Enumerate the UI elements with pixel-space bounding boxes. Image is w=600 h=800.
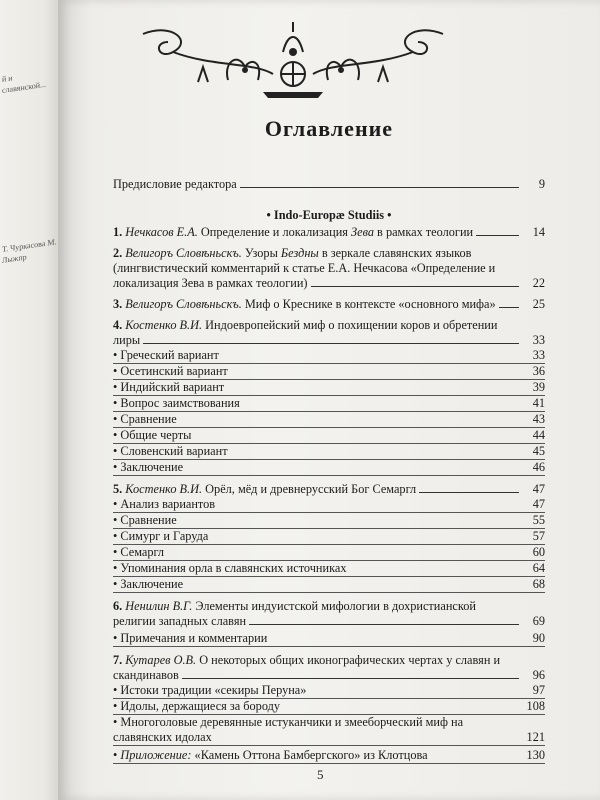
entry-title-italic: Бездны: [280, 246, 319, 260]
entry-page-number: 97: [532, 683, 545, 697]
entry-title: Греческий вариант: [120, 348, 219, 362]
entry-title: Упоминания орла в славянских источниках: [120, 561, 347, 575]
entry-author: Приложение:: [120, 748, 192, 762]
entry-page-number: 68: [532, 577, 545, 591]
decorative-headpiece-icon: [133, 12, 453, 102]
entry-number: 6.: [113, 599, 126, 613]
entry-title: Примечания и комментарии: [120, 631, 268, 645]
entry-title: Идолы, держащиеся за бороду: [120, 699, 281, 713]
entry-author: Костенко В.И.: [125, 482, 203, 496]
entry-page-number: 43: [532, 412, 545, 426]
entry-page-number: 57: [532, 529, 545, 543]
entry-title: О некоторых общих иконографических чертах у славян и скандинавов: [113, 653, 501, 682]
entry-title: Индийский вариант: [120, 380, 225, 394]
entry-page-number: 39: [532, 380, 545, 394]
entry-page-number: 41: [532, 396, 545, 410]
book-page: [58, 0, 600, 800]
entry-title: Миф о Креснике в контексте «основного мифа»: [241, 297, 496, 311]
entry-author: Нечкасов Е.А.: [125, 225, 198, 239]
entry-number: 1.: [113, 225, 126, 239]
entry-title: Сравнение: [120, 412, 177, 426]
entry-author: Кутарев О.В.: [125, 653, 197, 667]
dot-leader: [499, 307, 519, 308]
table-of-contents: [113, 177, 545, 764]
entry-author: Велигоръ Словѣньскъ.: [125, 246, 242, 260]
toc-entry[interactable]: [113, 225, 545, 240]
toc-entry[interactable]: [113, 364, 545, 380]
entry-title: Определение и локализация: [197, 225, 352, 239]
toc-entry[interactable]: [113, 715, 545, 746]
entry-title: Узоры: [241, 246, 281, 260]
dot-leader: [311, 286, 520, 287]
entry-page-number: 69: [532, 614, 545, 628]
entry-page-number: 108: [526, 699, 545, 713]
toc-entry[interactable]: [113, 460, 545, 476]
toc-entry[interactable]: [113, 599, 545, 629]
toc-title: Оглавление: [264, 116, 394, 141]
dot-leader: [143, 343, 519, 344]
entry-author: Ненилин В.Г.: [125, 599, 193, 613]
entry-number: 3.: [113, 297, 126, 311]
bullet-icon: •: [113, 513, 121, 527]
toc-entry[interactable]: [113, 631, 545, 647]
bullet-icon: •: [113, 428, 121, 442]
bullet-icon: •: [113, 396, 121, 410]
entry-page-number: 25: [532, 297, 545, 311]
entry-title: Многоголовые деревянные истуканчики и змееборческий миф на славянских идолах: [113, 715, 464, 744]
entry-page-number: 14: [532, 225, 545, 239]
entry-title: Анализ вариантов: [120, 497, 216, 511]
entry-page-number: 121: [526, 730, 545, 744]
entry-title: Орёл, мёд и древнерусский Бог Семаргл: [202, 482, 417, 496]
entry-title: Семаргл: [120, 545, 165, 559]
entry-number: 5.: [113, 482, 126, 496]
entry-author: Велигоръ Словѣньскъ.: [125, 297, 242, 311]
entry-page-number: 96: [532, 668, 545, 682]
toc-entry[interactable]: [113, 297, 545, 312]
entry-title: Вопрос заимствования: [120, 396, 240, 410]
entry-title: Заключение: [120, 460, 184, 474]
entry-page-number: 22: [532, 276, 545, 290]
bullet-icon: •: [113, 699, 121, 713]
toc-entry[interactable]: [113, 177, 545, 192]
entry-title: Элементы индуистской мифологии в дохристианской религии западных славян: [113, 599, 476, 628]
toc-entry[interactable]: [113, 497, 545, 513]
left-page-text-2: Т. Чуркасова М. Лыжпр: [2, 237, 57, 265]
toc-entry[interactable]: [113, 428, 545, 444]
entry-title: Словенский вариант: [120, 444, 228, 458]
entry-page-number: 64: [532, 561, 545, 575]
entry-page-number: 46: [532, 460, 545, 474]
entry-page-number: 90: [532, 631, 545, 645]
bullet-icon: •: [113, 348, 121, 362]
toc-entry[interactable]: [113, 545, 545, 561]
bullet-icon: •: [113, 529, 121, 543]
entry-title: Предисловие редактора: [113, 177, 237, 191]
dot-leader: [240, 187, 519, 188]
entry-number: 7.: [113, 653, 126, 667]
entry-page-number: 47: [532, 497, 545, 511]
entry-title: Заключение: [120, 577, 184, 591]
bullet-icon: •: [113, 748, 121, 762]
toc-entry[interactable]: [113, 561, 545, 577]
dot-leader: [419, 492, 519, 493]
toc-entry[interactable]: [113, 246, 545, 291]
toc-entry[interactable]: [113, 348, 545, 364]
entry-title: в рамках теологии: [373, 225, 474, 239]
entry-author: Костенко В.И.: [125, 318, 203, 332]
entry-page-number: 130: [526, 748, 545, 762]
entry-title: Симург и Гаруда: [120, 529, 209, 543]
bullet-icon: •: [113, 577, 121, 591]
entry-page-number: 33: [532, 333, 545, 347]
toc-entry[interactable]: [113, 396, 545, 412]
entry-page-number: 9: [538, 177, 545, 191]
toc-entry[interactable]: [113, 513, 545, 529]
entry-title: Общие черты: [120, 428, 192, 442]
entry-title: Осетинский вариант: [120, 364, 228, 378]
entry-title: в зеркале славянских языков (лингвистический комментарий к статье Е.А. Нечкасова «Определение и локализация Зева в рамках теологии): [113, 246, 496, 290]
page-number: 5: [317, 767, 324, 782]
toc-entry[interactable]: [113, 318, 545, 348]
toc-entry[interactable]: [113, 529, 545, 545]
entry-number: 4.: [113, 318, 126, 332]
entry-title-italic: Зева: [351, 225, 374, 239]
toc-entry[interactable]: [113, 444, 545, 460]
toc-entry[interactable]: [113, 380, 545, 396]
dot-leader: [182, 678, 519, 679]
dot-leader: [476, 235, 519, 236]
bullet-icon: •: [113, 631, 121, 645]
entry-page-number: 60: [532, 545, 545, 559]
toc-entry[interactable]: [113, 577, 545, 593]
toc-entry[interactable]: [113, 482, 545, 497]
entry-page-number: 33: [532, 348, 545, 362]
bullet-icon: •: [113, 561, 121, 575]
left-page-edge: [0, 0, 58, 800]
entry-title: Индоевропейский миф о похищении коров и обретении лиры: [113, 318, 498, 347]
bullet-icon: •: [113, 364, 121, 378]
toc-entry[interactable]: [113, 699, 545, 715]
dot-leader: [249, 624, 519, 625]
section-heading: • Indo-Europæ Studiis •: [266, 208, 392, 222]
entry-number: 2.: [113, 246, 126, 260]
entry-page-number: 36: [532, 364, 545, 378]
bullet-icon: •: [113, 545, 121, 559]
bullet-icon: •: [113, 497, 121, 511]
entry-page-number: 44: [532, 428, 545, 442]
toc-entry[interactable]: [113, 653, 545, 683]
bullet-icon: •: [113, 683, 121, 697]
toc-entry[interactable]: [113, 748, 545, 764]
entry-title: Истоки традиции «секиры Перуна»: [120, 683, 307, 697]
left-page-text: й и славянской...: [2, 73, 47, 95]
entry-page-number: 47: [532, 482, 545, 496]
entry-title: «Камень Оттона Бамбергского» из Клотцова: [191, 748, 428, 762]
bullet-icon: •: [113, 460, 121, 474]
bullet-icon: •: [113, 412, 121, 426]
bullet-icon: •: [113, 380, 121, 394]
toc-entry[interactable]: [113, 412, 545, 428]
entry-page-number: 55: [532, 513, 545, 527]
entry-page-number: 45: [532, 444, 545, 458]
toc-entry[interactable]: [113, 683, 545, 699]
bullet-icon: •: [113, 715, 121, 729]
bullet-icon: •: [113, 444, 121, 458]
entry-title: Сравнение: [120, 513, 177, 527]
